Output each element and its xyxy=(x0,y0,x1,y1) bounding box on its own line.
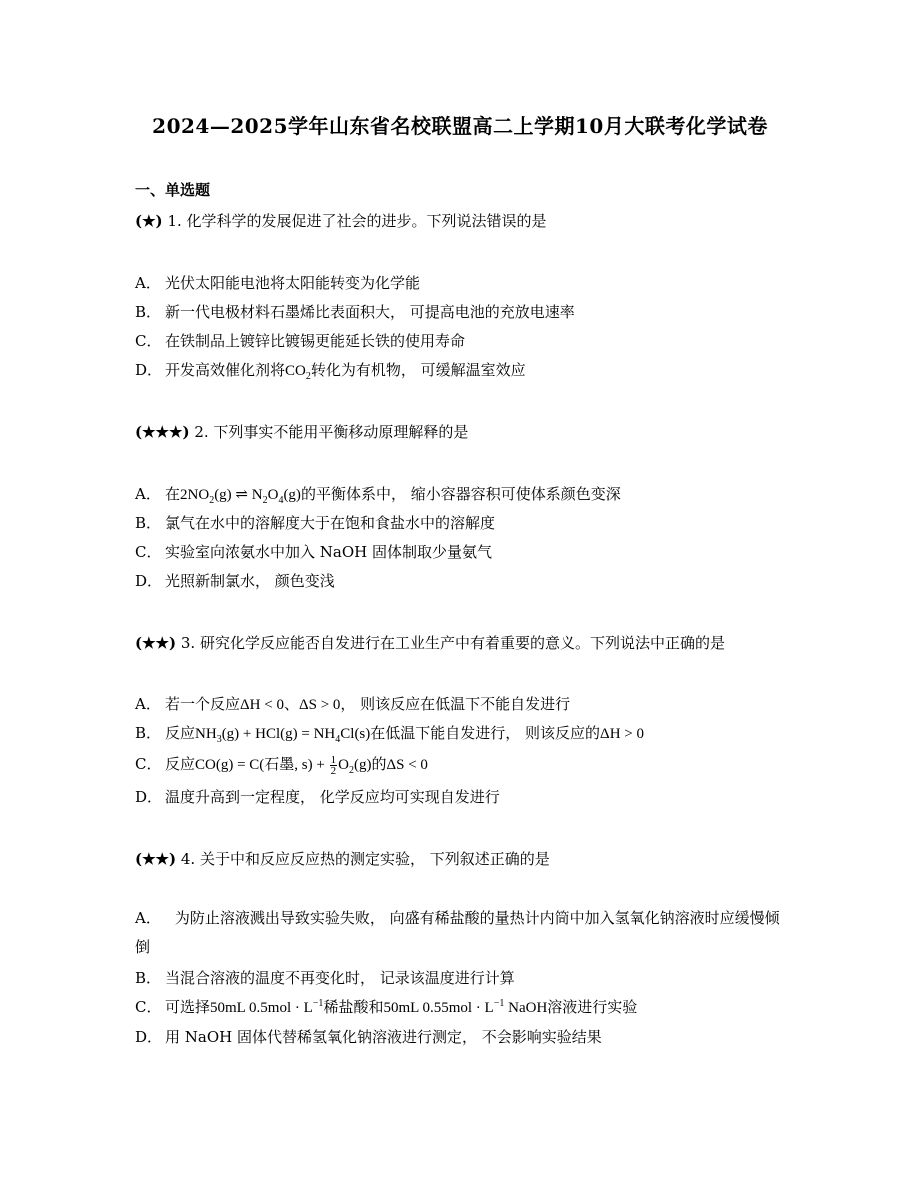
section-heading: 一、单选题 xyxy=(135,181,211,199)
option-text: 在铁制品上镀锌比镀锡更能延长铁的使用寿命 xyxy=(165,332,466,350)
question-3-stem xyxy=(135,632,725,653)
question-2-option-b xyxy=(135,512,495,533)
difficulty-stars: (★★★) xyxy=(135,423,190,441)
option-text-post: 的平衡体系中， 缩小容器容积可使体系颜色变深 xyxy=(300,485,621,503)
difficulty-stars: (★) xyxy=(135,212,163,230)
option-text-pre: 开发高效催化剂将 xyxy=(165,361,286,379)
option-letter: B． xyxy=(135,303,162,321)
option-text-post: 转化为有机物， 可缓解温室效应 xyxy=(310,361,526,379)
option-text-mid: 稀盐酸和 xyxy=(323,998,384,1016)
option-letter: B． xyxy=(135,514,162,532)
option-text-pre: 在 xyxy=(165,485,181,503)
question-4-option-d xyxy=(135,1026,602,1047)
option-text: 温度升高到一定程度， 化学反应均可实现自发进行 xyxy=(165,788,500,806)
question-text: 2. 下列事实不能用平衡移动原理解释的是 xyxy=(194,423,469,441)
option-letter: A． xyxy=(135,909,161,927)
option-text-mid: 的 xyxy=(371,755,387,773)
option-text: 光伏太阳能电池将太阳能转变为化学能 xyxy=(165,274,421,292)
option-text-pre: 反应 xyxy=(165,724,196,742)
formula-concentration: 50mL $0.55mol \cdot L^{-1}$ NaOH xyxy=(383,998,548,1016)
formula-reaction: CO(g) = C(石墨, s) + $\frac{1}{2}$ $O_2(g)$ xyxy=(195,754,372,778)
option-letter: C． xyxy=(135,755,162,773)
question-3-option-b xyxy=(135,722,644,745)
option-letter: B． xyxy=(135,724,162,742)
question-1-option-d xyxy=(135,359,526,382)
question-4-option-c xyxy=(135,996,637,1017)
option-text: 为防止溶液溅出导致实验失败， 向盛有稀盐酸的量热计内筒中加入氢氧化钠溶液时应缓慢倾倒 xyxy=(135,909,780,956)
option-text-pre: 反应 xyxy=(165,755,196,773)
option-text-mid: 在低温下能自发进行， 则该反应的 xyxy=(370,724,601,742)
formula-delta: ΔS < 0 xyxy=(386,757,428,773)
option-letter: D． xyxy=(135,788,163,806)
option-letter: C． xyxy=(135,998,162,1016)
option-text-post: 溶液进行实验 xyxy=(547,998,638,1016)
option-letter: A． xyxy=(135,695,161,713)
question-1-stem xyxy=(135,210,547,231)
option-text-pre: 可选择 xyxy=(165,998,211,1016)
difficulty-stars: (★★) xyxy=(135,634,177,652)
question-2-stem xyxy=(135,421,468,442)
option-text: 用 NaOH 固体代替稀氢氧化钠溶液进行测定， 不会影响实验结果 xyxy=(165,1028,602,1046)
question-4-stem xyxy=(135,848,550,869)
question-1-option-a xyxy=(135,272,420,293)
formula-reaction: $NH_3(g) + HCl(g) = NH_4Cl(s)$ xyxy=(195,726,371,745)
question-1-option-c xyxy=(135,330,465,351)
question-2-option-d xyxy=(135,570,335,591)
question-4-option-b xyxy=(135,967,515,988)
option-letter: C． xyxy=(135,332,162,350)
fraction-one-half: $\frac{1}{2}$ xyxy=(330,754,337,778)
option-letter: C． xyxy=(135,543,162,561)
difficulty-stars: (★★) xyxy=(135,850,177,868)
question-3-option-d xyxy=(135,786,500,807)
option-letter: D． xyxy=(135,1028,163,1046)
question-3-option-a xyxy=(135,693,570,714)
option-letter: A． xyxy=(135,274,161,292)
question-4-option-a xyxy=(135,904,785,962)
question-text: 1. 化学科学的发展促进了社会的进步。下列说法错误的是 xyxy=(167,212,547,230)
option-letter: D． xyxy=(135,361,163,379)
formula-concentration: 50mL $0.5mol \cdot L^{-1}$ xyxy=(210,998,324,1016)
question-2-option-a xyxy=(135,483,621,506)
question-3-option-c xyxy=(135,753,428,776)
option-text: 氯气在水中的溶解度大于在饱和食盐水中的溶解度 xyxy=(165,514,496,532)
page-title: 2024—2025学年山东省名校联盟高二上学期10月大联考化学试卷 xyxy=(152,114,768,138)
option-letter: A． xyxy=(135,485,161,503)
formula-equilibrium: $2NO_2(g)$ ⇌ $N_2O_4(g)$ xyxy=(180,487,301,506)
option-text: 光照新制氯水， 颜色变浅 xyxy=(165,572,335,590)
option-text-post: ， 则该反应在低温下不能自发进行 xyxy=(340,695,571,713)
option-text: 当混合溶液的温度不再变化时， 记录该温度进行计算 xyxy=(165,969,515,987)
option-letter: B． xyxy=(135,969,162,987)
option-text: 实验室向浓氨水中加入 NaOH 固体制取少量氨气 xyxy=(165,543,492,561)
question-1-option-b xyxy=(135,301,575,322)
question-2-option-c xyxy=(135,541,492,562)
formula-delta: ΔH > 0 xyxy=(600,726,644,742)
formula-co2: $CO_2$ xyxy=(285,363,311,382)
formula-delta: ΔH < 0、ΔS > 0 xyxy=(240,697,341,713)
question-text: 3. 研究化学反应能否自发进行在工业生产中有着重要的意义。下列说法中正确的是 xyxy=(180,634,725,652)
question-text: 4. 关于中和反应反应热的测定实验， 下列叙述正确的是 xyxy=(180,850,550,868)
option-text: 新一代电极材料石墨烯比表面积大， 可提高电池的充放电速率 xyxy=(165,303,575,321)
option-letter: D． xyxy=(135,572,163,590)
option-text-pre: 若一个反应 xyxy=(165,695,241,713)
